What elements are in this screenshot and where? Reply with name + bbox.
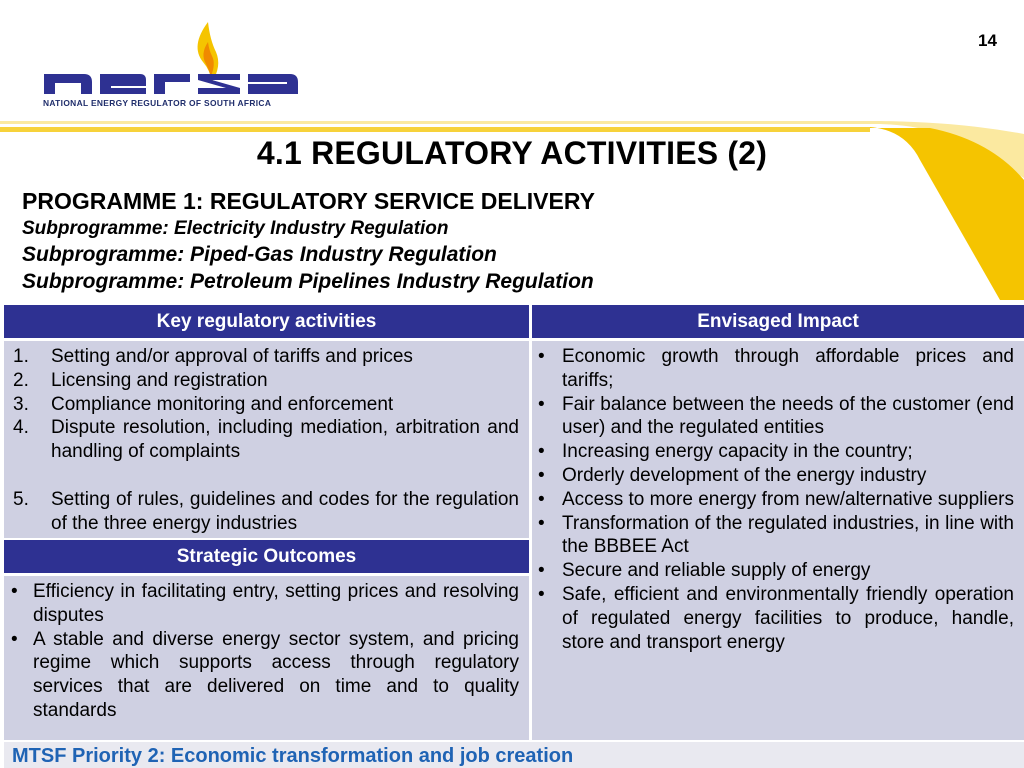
impact-header: Envisaged Impact: [532, 305, 1024, 338]
impact-cell: [532, 341, 1024, 740]
subprogramme-petroleum: Subprogramme: Petroleum Pipelines Industry Regulation: [22, 270, 594, 293]
outcomes-header: Strategic Outcomes: [4, 540, 529, 573]
outcomes-cell: [4, 576, 529, 740]
activities-list: [4, 341, 529, 535]
bullet-icon: •: [538, 464, 545, 486]
list-item: • Safe, efficient and environmentally friendly operation of regulated energy facilities to produce, handle, store and transport energy: [538, 583, 1014, 653]
list-item: • Secure and reliable supply of energy: [538, 560, 871, 582]
list-item: 1. Setting and/or approval of tariffs and prices: [13, 346, 413, 367]
bullet-icon: •: [538, 488, 545, 510]
nersa-logo: [40, 18, 302, 110]
list-item: • Efficiency in facilitating entry, setting prices and resolving disputes: [11, 581, 519, 626]
slide-title: 4.1 REGULATORY ACTIVITIES (2): [256, 135, 768, 171]
bullet-icon: •: [538, 560, 545, 582]
outcomes-list: [4, 576, 529, 723]
list-item: • Transformation of the regulated industries, in line with the BBBEE Act: [538, 512, 1014, 558]
page-number: 14: [978, 31, 997, 50]
subprogramme-electricity: Subprogramme: Electricity Industry Regulation: [22, 218, 449, 239]
mtsf-priority-footer: MTSF Priority 2: Economic transformation and job creation: [12, 745, 574, 767]
list-item: • Economic growth through affordable prices and tariffs;: [538, 346, 1014, 391]
nersa-flame-wordmark-icon: [40, 18, 302, 98]
list-item: • Orderly development of the energy industry: [538, 464, 927, 486]
list-item: • A stable and diverse energy sector system, and pricing regime which supports access through regulatory services that are delivered on time and to quality standards: [11, 628, 519, 721]
list-item: 5. Setting of rules, guidelines and codes for the regulation of the three energy industries: [13, 488, 519, 534]
list-item: • Increasing energy capacity in the country;: [538, 441, 913, 463]
bullet-icon: •: [538, 583, 545, 605]
activities-cell: [4, 341, 529, 538]
list-item: • Fair balance between the needs of the customer (end user) and the regulated entities: [538, 393, 1014, 439]
list-item: 3. Compliance monitoring and enforcement: [13, 393, 394, 415]
subprogramme-piped-gas: Subprogramme: Piped-Gas Industry Regulation: [22, 243, 497, 266]
bullet-icon: •: [538, 346, 545, 367]
programme-heading: PROGRAMME 1: REGULATORY SERVICE DELIVERY: [22, 188, 595, 214]
bullet-icon: •: [538, 393, 545, 415]
bullet-icon: •: [11, 628, 18, 650]
list-item: 4. Dispute resolution, including mediation, arbitration and handling of complaints: [13, 417, 519, 463]
bullet-icon: •: [538, 441, 545, 463]
list-item: • Access to more energy from new/alternative suppliers: [538, 488, 1014, 510]
impact-list: [532, 341, 1024, 654]
bullet-icon: •: [11, 581, 18, 602]
activities-header: Key regulatory activities: [4, 305, 529, 338]
logo-tagline: NATIONAL ENERGY REGULATOR OF SOUTH AFRICA: [43, 98, 272, 108]
bullet-icon: •: [538, 512, 545, 534]
list-item: 2. Licensing and registration: [13, 369, 268, 391]
